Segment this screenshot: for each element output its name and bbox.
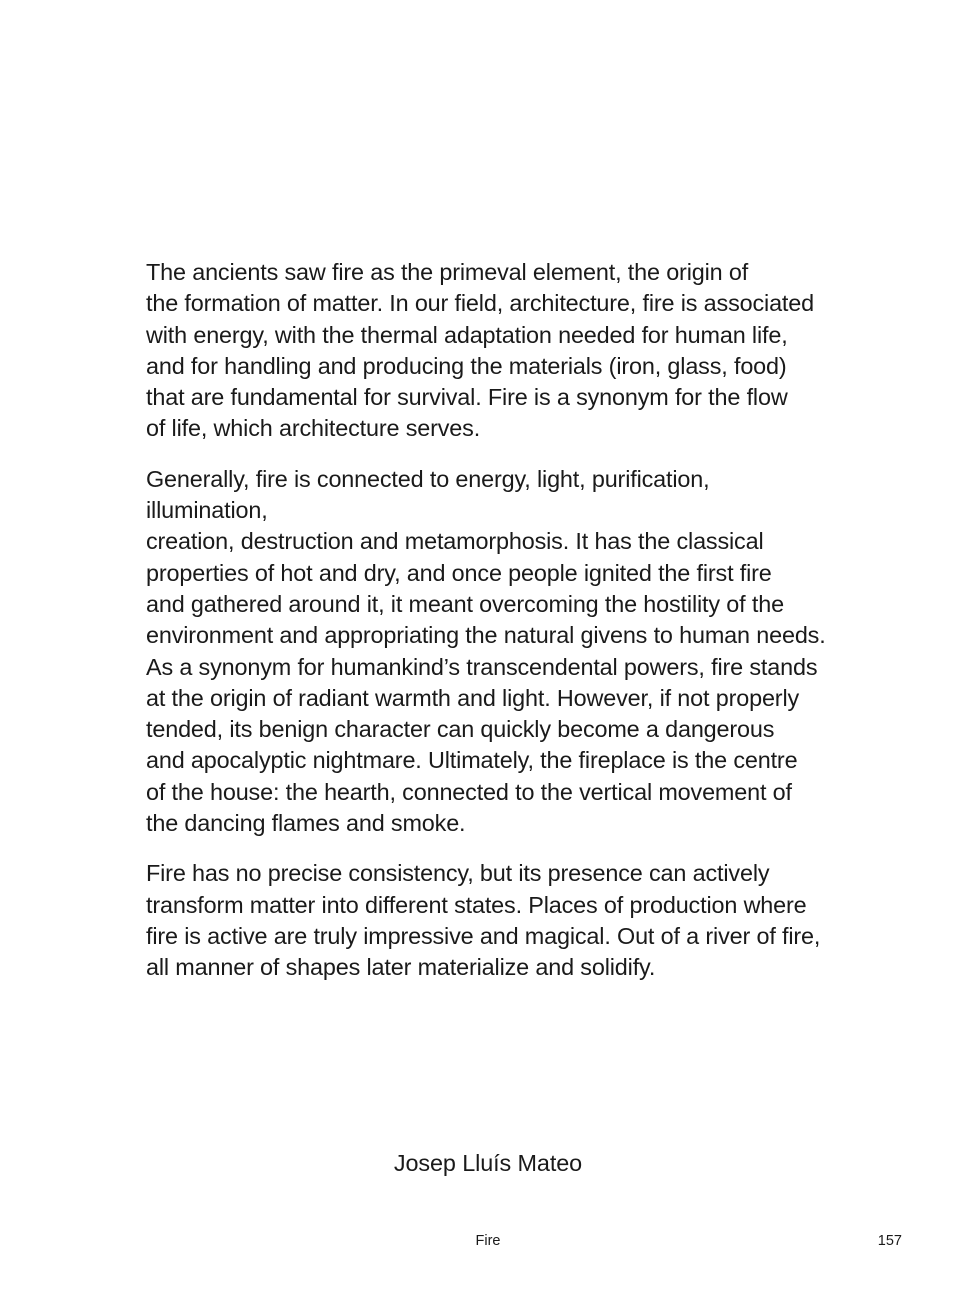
page-number: 157 (877, 1233, 902, 1249)
paragraph-1: The ancients saw fire as the primeval element, the origin of the formation of matter. In our field, architecture, fire is associated with energy, with the thermal adaptation needed for human life, and for handling and producing the materials (iron, glass, food) that are fundamental for survival. Fire is a synonym for the flow of life, which architecture serves. (146, 259, 814, 442)
paragraph-2: Generally, fire is connected to energy, light, purification, illumination, creation, destruction and metamorphosis. It has the classical properties of hot and dry, and once people ignited the first fire and gathered around it, it meant overcoming the hostility of the environment and appropriating the natural givens to human needs. As a synonym for humankind’s transcendental powers, fire stands at the origin of radiant warmth and light. However, if not properly tended, its benign character can quickly become a dangerous and apocalyptic nightmare. Ultimately, the fireplace is the centre of the house: the hearth, connected to the vertical movement of the dancing flames and smoke. (146, 465, 826, 837)
footer-section-title: Fire (475, 1233, 501, 1249)
author-name: Josep Lluís Mateo (393, 1150, 583, 1176)
essay-body (146, 257, 836, 1003)
paragraph-3: Fire has no precise consistency, but its presence can actively transform matter into different states. Places of production where fire is active are truly impressive and magical. Out of a river of fire, all manner of shapes later materialize and solidify. (146, 860, 821, 981)
